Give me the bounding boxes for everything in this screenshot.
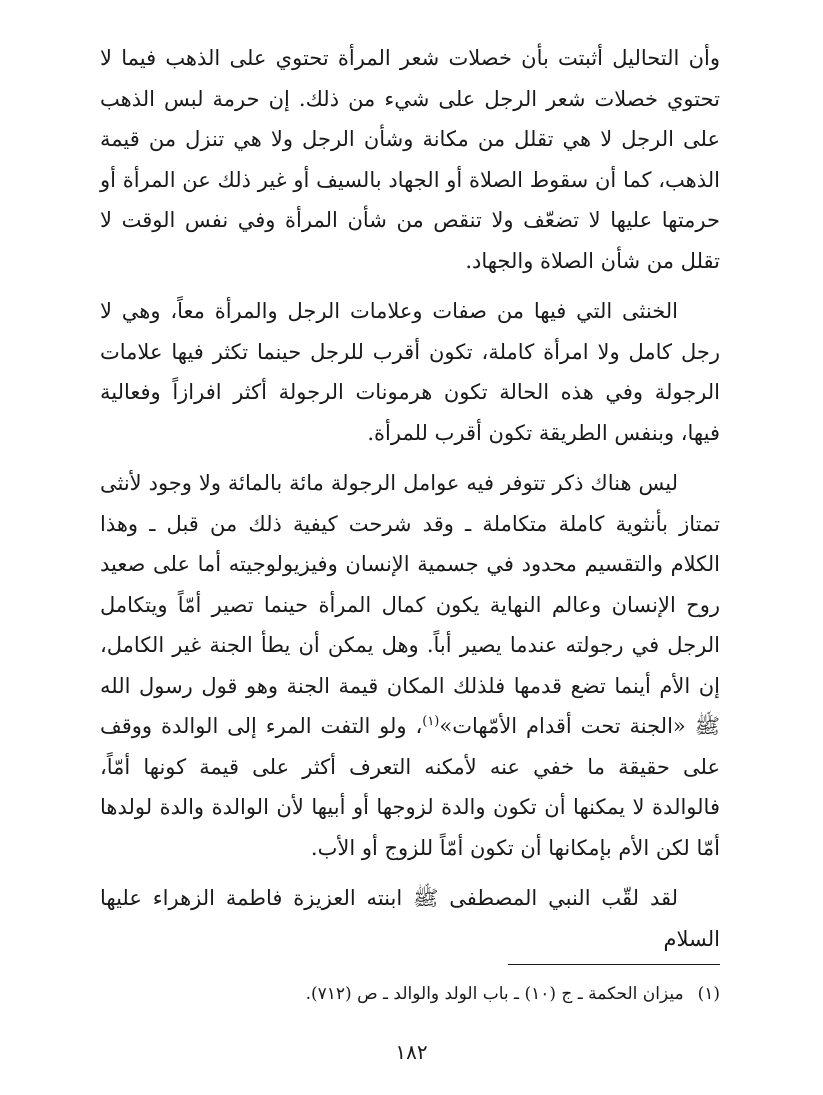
footnote-text: ميزان الحكمة ـ ج (١٠) ـ باب الولد والوالد ـ ص (٧١٢).: [305, 984, 684, 1004]
paragraph-3: [100, 463, 720, 868]
paragraph-2: الخنثى التي فيها من صفات وعلامات الرجل والمرأة معاً، وهي لا رجل كامل ولا امرأة كاملة، تكون أقرب للرجل حينما تكثر فيها علامات الرجولة وفي هذه الحالة تكون هرمونات الرجولة أكثر افرازاً وفعالية فيها، وبنفس الطريقة تكون أقرب للمرأة.: [100, 299, 721, 445]
paragraph-4: لقد لقّب النبي المصطفى ﷺ ابنته العزيزة فاطمة الزهراء عليها السلام: [100, 886, 720, 951]
footnote-separator: [508, 964, 720, 965]
paragraph-gap: [100, 453, 720, 463]
main-text-block: [100, 38, 720, 959]
paragraph-gap: [100, 281, 720, 291]
paragraph-3-after-quote: ، ولو التفت المرء إلى الوالدة ووقف على حقيقة ما خفي عنه لأمكنه التعرف أكثر على قيمة كونها أمّاً، فالوالدة لا يمكنها أن تكون والدة لزوجها أو أبيها لأن الوالدة والدة لولدها أمّا لكن الأم بإمكانها أن تكون أمّاً للزوج أو الأب.: [100, 714, 720, 860]
paragraph-1: وأن التحاليل أثبتت بأن خصلات شعر المرأة تحتوي على الذهب فيما لا تحتوي خصلات شعر الرجل على شيء من ذلك. إن حرمة لبس الذهب على الرجل لا هي تقلل من مكانة وشأن الرجل ولا هي تنزل من قيمة الذهب، كما أن سقوط الصلاة أو الجهاد بالسيف أو غير ذلك عن المرأة أو حرمتها عليها لا تضعّف ولا تنقص من شأن المرأة وفي نفس الوقت لا تقلل من شأن الصلاة والجهاد.: [100, 46, 720, 273]
paragraph-3-before-quote: ليس هناك ذكر تتوفر فيه عوامل الرجولة مائة بالمائة ولا وجود لأنثى تمتاز بأنثوية كاملة متكاملة ـ وقد شرحت كيفية ذلك من قبل ـ وهذا الكلام والتقسيم محدود في جسمية الإنسان وفيزيولوجيته أما على صعيد روح الإنسان وعالم النهاية يكون كمال المرأة حينما تصير أمّاً ويتكامل الرجل في رجولته عندما يصير أباً. وهل يمكن أن يطأ الجنة غير الكامل، إن الأم أينما تضع قدمها فلذلك المكان قيمة الجنة وهو قول رسول الله ﷺ «الجنة تحت أقدام الأمّهات»: [100, 471, 720, 738]
footnote: [100, 980, 720, 1008]
footnote-reference[interactable]: (١): [422, 714, 440, 729]
page-number: ١٨٢: [395, 1040, 428, 1064]
footnote-marker: (١): [697, 984, 720, 1004]
paragraph-gap: [100, 868, 720, 878]
